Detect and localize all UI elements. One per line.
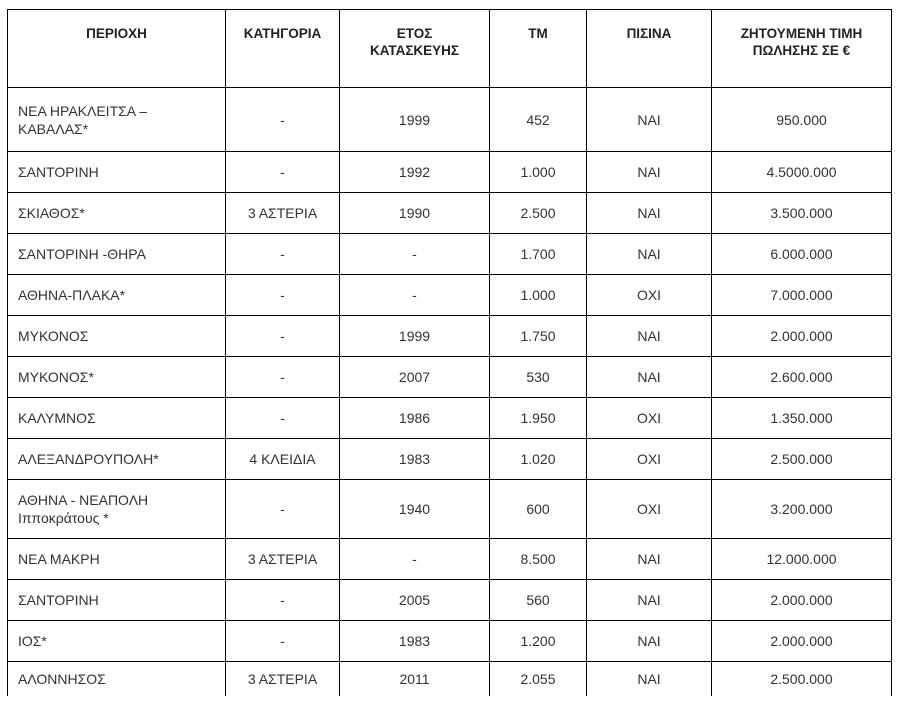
cell-region: ΣΑΝΤΟΡΙΝΗ	[8, 152, 226, 193]
cell-year: 1983	[340, 621, 490, 662]
cell-category: -	[226, 480, 340, 539]
cell-price: 1.350.000	[712, 398, 892, 439]
cell-category: -	[226, 357, 340, 398]
cell-sqm: 452	[490, 88, 587, 152]
cell-year: 1992	[340, 152, 490, 193]
header-region: ΠΕΡΙΟΧΗ	[8, 10, 226, 88]
cell-region: ΝΕΑ ΗΡΑΚΛΕΙΤΣΑ – ΚΑΒΑΛΑΣ*	[8, 88, 226, 152]
cell-category: 3 ΑΣΤΕΡΙΑ	[226, 193, 340, 234]
cell-category: -	[226, 88, 340, 152]
cell-year: 1940	[340, 480, 490, 539]
table-row	[8, 152, 892, 193]
cell-price: 7.000.000	[712, 275, 892, 316]
cell-year: 1999	[340, 88, 490, 152]
cell-price: 2.500.000	[712, 439, 892, 480]
header-year: ΕΤΟΣ ΚΑΤΑΣΚΕΥΗΣ	[340, 10, 490, 88]
cell-price: 4.5000.000	[712, 152, 892, 193]
cell-price: 2.500.000	[712, 662, 892, 697]
cell-pool: ΟΧΙ	[587, 439, 712, 480]
cell-region: ΝΕΑ ΜΑΚΡΗ	[8, 539, 226, 580]
header-price: ΖΗΤΟΥΜΕΝΗ ΤΙΜΗ ΠΩΛΗΣΗΣ ΣΕ €	[712, 10, 892, 88]
cell-sqm: 1.000	[490, 275, 587, 316]
cell-sqm: 1.700	[490, 234, 587, 275]
cell-year: 2005	[340, 580, 490, 621]
cell-year: 2011	[340, 662, 490, 697]
table-row	[8, 357, 892, 398]
cell-sqm: 2.055	[490, 662, 587, 697]
cell-sqm: 1.750	[490, 316, 587, 357]
cell-category: -	[226, 152, 340, 193]
cell-category: 3 ΑΣΤΕΡΙΑ	[226, 539, 340, 580]
cell-pool: ΟΧΙ	[587, 275, 712, 316]
table-row	[8, 580, 892, 621]
cell-year: 1990	[340, 193, 490, 234]
cell-sqm: 1.950	[490, 398, 587, 439]
cell-sqm: 1.000	[490, 152, 587, 193]
table-row	[8, 398, 892, 439]
cell-category: 4 ΚΛΕΙΔΙΑ	[226, 439, 340, 480]
cell-price: 12.000.000	[712, 539, 892, 580]
table-row	[8, 539, 892, 580]
hotel-listings-table	[7, 9, 892, 696]
cell-region: ΙΟΣ*	[8, 621, 226, 662]
cell-category: -	[226, 398, 340, 439]
cell-price: 3.200.000	[712, 480, 892, 539]
cell-region: ΣΚΙΑΘΟΣ*	[8, 193, 226, 234]
table-row	[8, 439, 892, 480]
cell-sqm: 1.200	[490, 621, 587, 662]
cell-pool: ΝΑΙ	[587, 539, 712, 580]
cell-year: 1999	[340, 316, 490, 357]
cell-year: -	[340, 234, 490, 275]
table-row	[8, 193, 892, 234]
table-row	[8, 662, 892, 697]
header-category: ΚΑΤΗΓΟΡΙΑ	[226, 10, 340, 88]
table-row	[8, 275, 892, 316]
cell-region: ΣΑΝΤΟΡΙΝΗ -ΘΗΡΑ	[8, 234, 226, 275]
cell-region: ΚΑΛΥΜΝΟΣ	[8, 398, 226, 439]
table-row	[8, 316, 892, 357]
cell-year: 1983	[340, 439, 490, 480]
cell-category: -	[226, 275, 340, 316]
cell-region: ΜΥΚΟΝΟΣ	[8, 316, 226, 357]
cell-sqm: 1.020	[490, 439, 587, 480]
cell-price: 2.000.000	[712, 621, 892, 662]
cell-year: 1986	[340, 398, 490, 439]
header-sqm: ΤΜ	[490, 10, 587, 88]
table-row	[8, 234, 892, 275]
cell-price: 950.000	[712, 88, 892, 152]
cell-category: -	[226, 580, 340, 621]
cell-year: 2007	[340, 357, 490, 398]
cell-pool: ΝΑΙ	[587, 357, 712, 398]
table-header-row	[8, 10, 892, 88]
cell-region: ΑΘΗΝΑ-ΠΛΑΚΑ*	[8, 275, 226, 316]
cell-sqm: 560	[490, 580, 587, 621]
cell-price: 6.000.000	[712, 234, 892, 275]
cell-category: -	[226, 234, 340, 275]
cell-pool: ΝΑΙ	[587, 580, 712, 621]
header-pool: ΠΙΣΙΝΑ	[587, 10, 712, 88]
cell-price: 2.000.000	[712, 316, 892, 357]
cell-sqm: 8.500	[490, 539, 587, 580]
cell-sqm: 600	[490, 480, 587, 539]
cell-sqm: 530	[490, 357, 587, 398]
cell-region: ΣΑΝΤΟΡΙΝΗ	[8, 580, 226, 621]
cell-region: ΑΛΟΝΝΗΣΟΣ	[8, 662, 226, 697]
cell-pool: ΝΑΙ	[587, 621, 712, 662]
cell-region: ΑΛΕΞΑΝΔΡΟΥΠΟΛΗ*	[8, 439, 226, 480]
cell-pool: ΝΑΙ	[587, 316, 712, 357]
cell-pool: ΝΑΙ	[587, 152, 712, 193]
cell-category: 3 ΑΣΤΕΡΙΑ	[226, 662, 340, 697]
cell-pool: ΝΑΙ	[587, 234, 712, 275]
cell-pool: ΟΧΙ	[587, 398, 712, 439]
cell-year: -	[340, 275, 490, 316]
cell-pool: ΝΑΙ	[587, 662, 712, 697]
cell-sqm: 2.500	[490, 193, 587, 234]
table-row	[8, 621, 892, 662]
cell-region: ΑΘΗΝΑ - ΝΕΑΠΟΛΗ Ιπποκράτους *	[8, 480, 226, 539]
cell-price: 2.000.000	[712, 580, 892, 621]
cell-pool: ΝΑΙ	[587, 193, 712, 234]
cell-price: 3.500.000	[712, 193, 892, 234]
table-row	[8, 480, 892, 539]
cell-region: ΜΥΚΟΝΟΣ*	[8, 357, 226, 398]
cell-pool: ΟΧΙ	[587, 480, 712, 539]
cell-price: 2.600.000	[712, 357, 892, 398]
cell-category: -	[226, 621, 340, 662]
table-row	[8, 88, 892, 152]
cell-pool: ΝΑΙ	[587, 88, 712, 152]
cell-category: -	[226, 316, 340, 357]
cell-year: -	[340, 539, 490, 580]
